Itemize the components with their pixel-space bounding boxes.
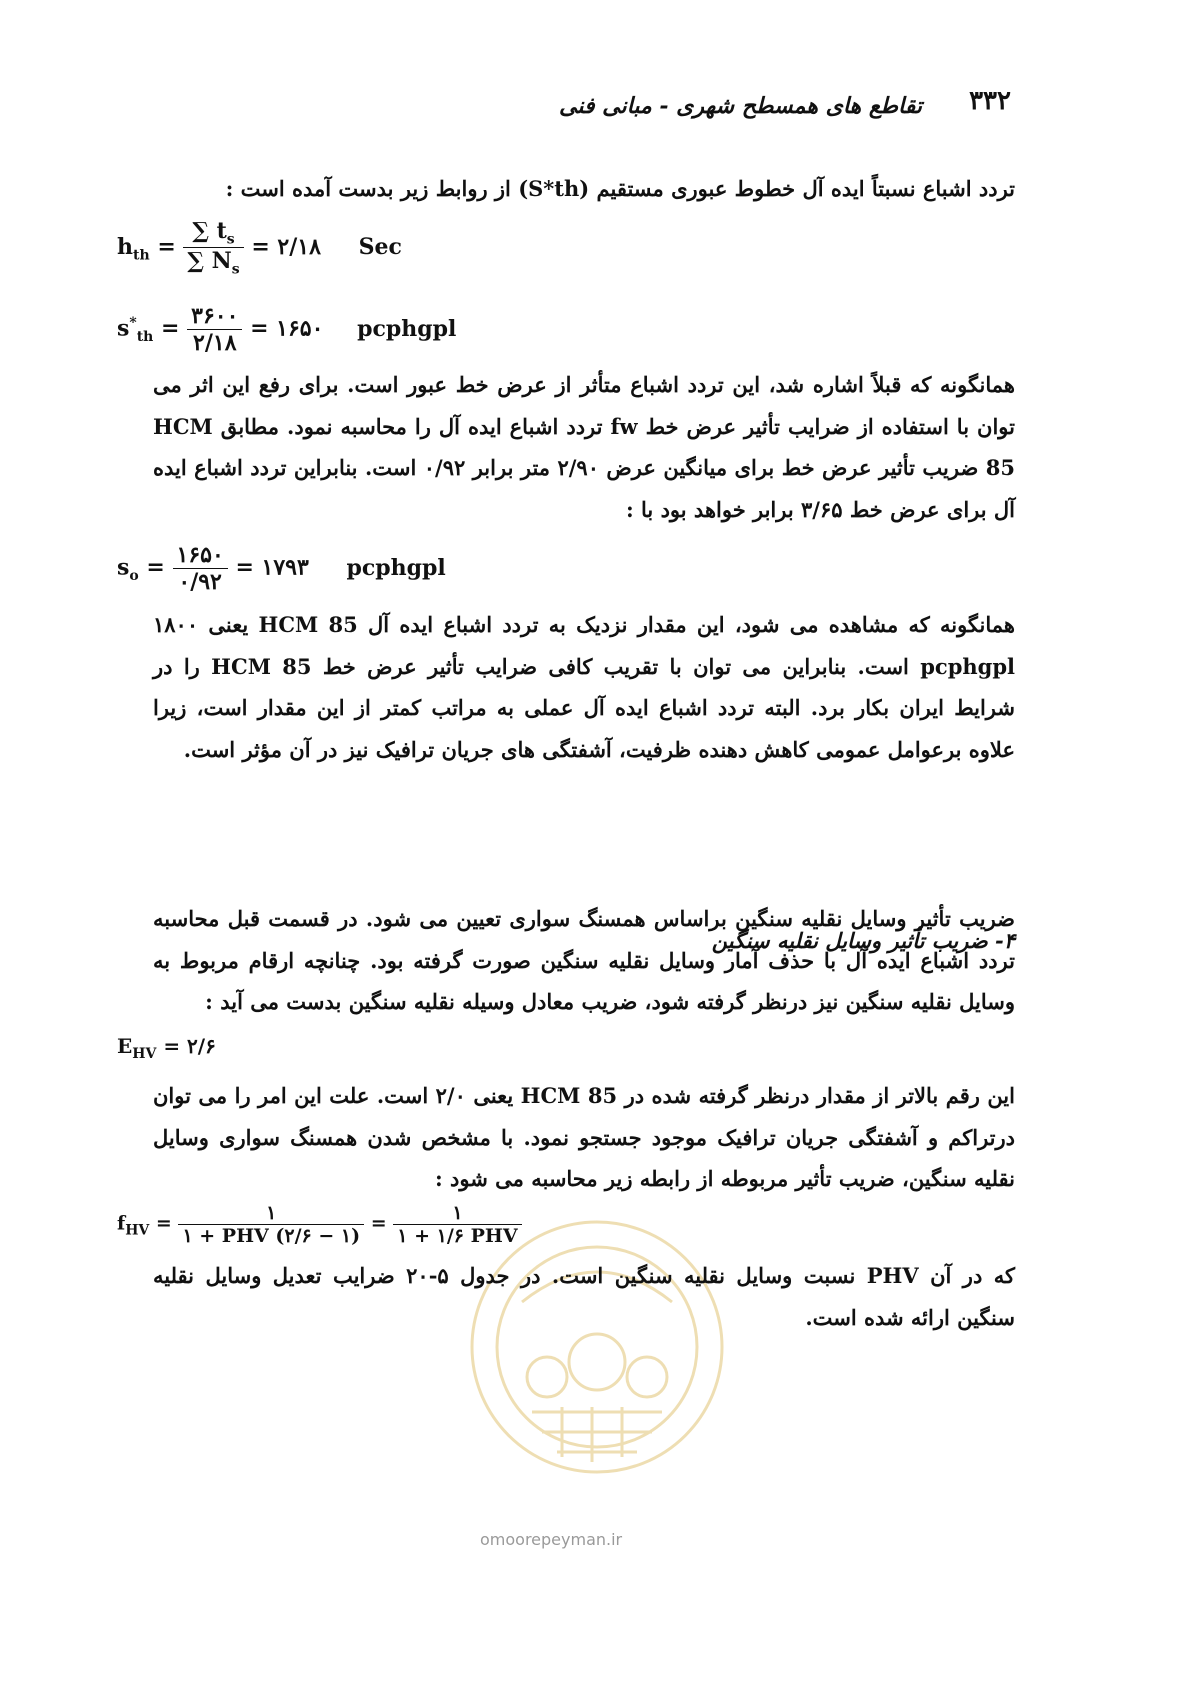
eq2-numerator: ۳۶۰۰ <box>187 303 242 330</box>
eq1-unit: Sec <box>358 233 402 260</box>
eq1-denominator: ∑ N <box>187 248 232 275</box>
eq5-numerator-2: ۱ <box>393 1202 521 1225</box>
eq3-denominator: ۰/۹۲ <box>178 569 222 595</box>
eq3-lhs: s <box>117 554 130 581</box>
eq5-numerator-1: ۱ <box>178 1202 364 1225</box>
eq1-lhs-sub: th <box>133 247 150 264</box>
equation-fhv: $f_{HV}$ = $\frac{۱}{\text{۱ + PHV (۲/۶ − ۱)}}$ = $\frac{۱}{\text{۱ + ۱/۶ PHV}}$ <box>117 1202 522 1247</box>
eq2-denominator: ۲/۱۸ <box>193 330 237 356</box>
comparison-paragraph: همانگونه که مشاهده می شود، این مقدار نزدیک به تردد اشباع ایده آل HCM 85 یعنی ۱۸۰۰ pcphgpl است. بنابراین می توان با تقریب کافی ضرایب تأثیر عرض خط HCM 85 را در شرایط ایران بکار برد. البته تردد اشباع ایده آل عملی به مراتب کمتر از این مقدار است، زیرا علاوه برعوامل عمومی کاهش دهنده ظرفیت، آشفتگی های جریان ترافیک نیز در آن مؤثر است. <box>153 612 1015 762</box>
intro-paragraph: تردد اشباع نسبتاً ایده آل خطوط عبوری مستقیم (S*th) از روابط زیر بدست آمده است : <box>225 176 1015 201</box>
page-number: ۳۳۲ <box>969 86 1011 116</box>
eq3-fraction <box>173 542 228 595</box>
eq1-lhs: h <box>117 233 133 260</box>
equation-headway: $h_{th}$ = $\frac{\sum t_s}{\sum N_s}$ = ۲/۱۸ Sec <box>117 218 402 278</box>
eq3-unit: pcphgpl <box>346 554 446 581</box>
section-heading: ۴- ضریب تأثیر وسایل نقلیه سنگین <box>711 928 1015 953</box>
eq2-fraction <box>187 303 242 356</box>
eq5-lhs-sub: HV <box>125 1222 150 1239</box>
eq1-numerator-sub: s <box>226 231 235 248</box>
lane-width-paragraph: همانگونه که قبلاً اشاره شد، این تردد اشباع متأثر از عرض خط عبور است. برای رفع این اثر می توان با استفاده از ضرایب تأثیر عرض خط fw تردد اشباع ایده آل را محاسبه نمود. مطابق HCM 85 ضریب تأثیر عرض خط برای میانگین عرض ۲/۹۰ متر برابر ۰/۹۲ است. بنابراین تردد اشباع ایده آل برای عرض خط ۳/۶۵ برابر خواهد بود با : <box>153 372 1015 522</box>
eq2-unit: pcphgpl <box>357 315 457 342</box>
eq1-result: = ۲/۱۸ <box>251 233 321 260</box>
eq1-denominator-sub: s <box>231 261 240 278</box>
watermark-seal-icon <box>462 1212 732 1482</box>
watermark-url: omoorepeyman.ir <box>480 1530 623 1549</box>
equation-saturation-flow: $s^*_{th}$ = $\frac{۳۶۰۰}{۲/۱۸}$ = ۱۶۵۰ pcphgpl <box>117 303 457 356</box>
eq2-lhs-sub: th <box>136 328 154 345</box>
eq5-fraction-1 <box>178 1202 364 1247</box>
eq4-lhs: E <box>117 1034 133 1058</box>
eq2-lhs: s <box>117 315 130 342</box>
eq5-lhs: f <box>117 1212 126 1235</box>
eq1-numerator: ∑ t <box>192 218 227 244</box>
running-header-title: تقاطع های همسطح شهری - مبانی فنی <box>559 93 922 119</box>
eq3-numerator: ۱۶۵۰ <box>173 542 228 569</box>
eq3-result: = ۱۷۹۳ <box>235 554 309 581</box>
eq3-lhs-sub: o <box>129 567 139 584</box>
eq2-result: = ۱۶۵۰ <box>250 315 324 342</box>
heavy-vehicle-paragraph: ضریب تأثیر وسایل نقلیه سنگین براساس همسنگ سواری تعیین می شود. در قسمت قبل محاسبه تردد اشباع ایده آل با حذف آمار وسایل نقلیه سنگین صورت گرفته بود. چنانچه ارقام مربوط به وسایل نقلیه سنگین نیز درنظر گرفته شود، ضریب معادل وسیله نقلیه سنگین بدست می آید : <box>153 906 1015 1014</box>
eq5-denominator-2: ۱ + ۱/۶ PHV <box>397 1225 518 1247</box>
eq4-result: = ۲/۶ <box>163 1034 216 1058</box>
eq4-lhs-sub: HV <box>132 1046 157 1062</box>
eq5-denominator-1: ۱ + PHV (۲/۶ − ۱) <box>182 1225 361 1247</box>
phv-paragraph: که در آن PHV نسبت وسایل نقلیه سنگین است. در جدول ۵-۲۰ ضرایب تعدیل وسایل نقلیه سنگین ارائه شده است. <box>153 1263 1015 1330</box>
eq2-lhs-sup: * <box>129 315 137 332</box>
equation-ideal-saturation: $s_o$ = $\frac{۱۶۵۰}{۰/۹۲}$ = ۱۷۹۳ pcphgpl <box>117 542 446 595</box>
ehv-discussion-paragraph: این رقم بالاتر از مقدار درنظر گرفته شده در HCM 85 یعنی ۲/۰ است. علت این امر را می توان درتراکم و آشفتگی جریان ترافیک موجود جستجو نمود. با مشخص شدن همسنگ سواری وسایل نقلیه سنگین، ضریب تأثیر مربوطه از رابطه زیر محاسبه می شود : <box>153 1083 1015 1191</box>
eq1-fraction <box>183 218 243 278</box>
equation-ehv <box>117 1034 216 1062</box>
